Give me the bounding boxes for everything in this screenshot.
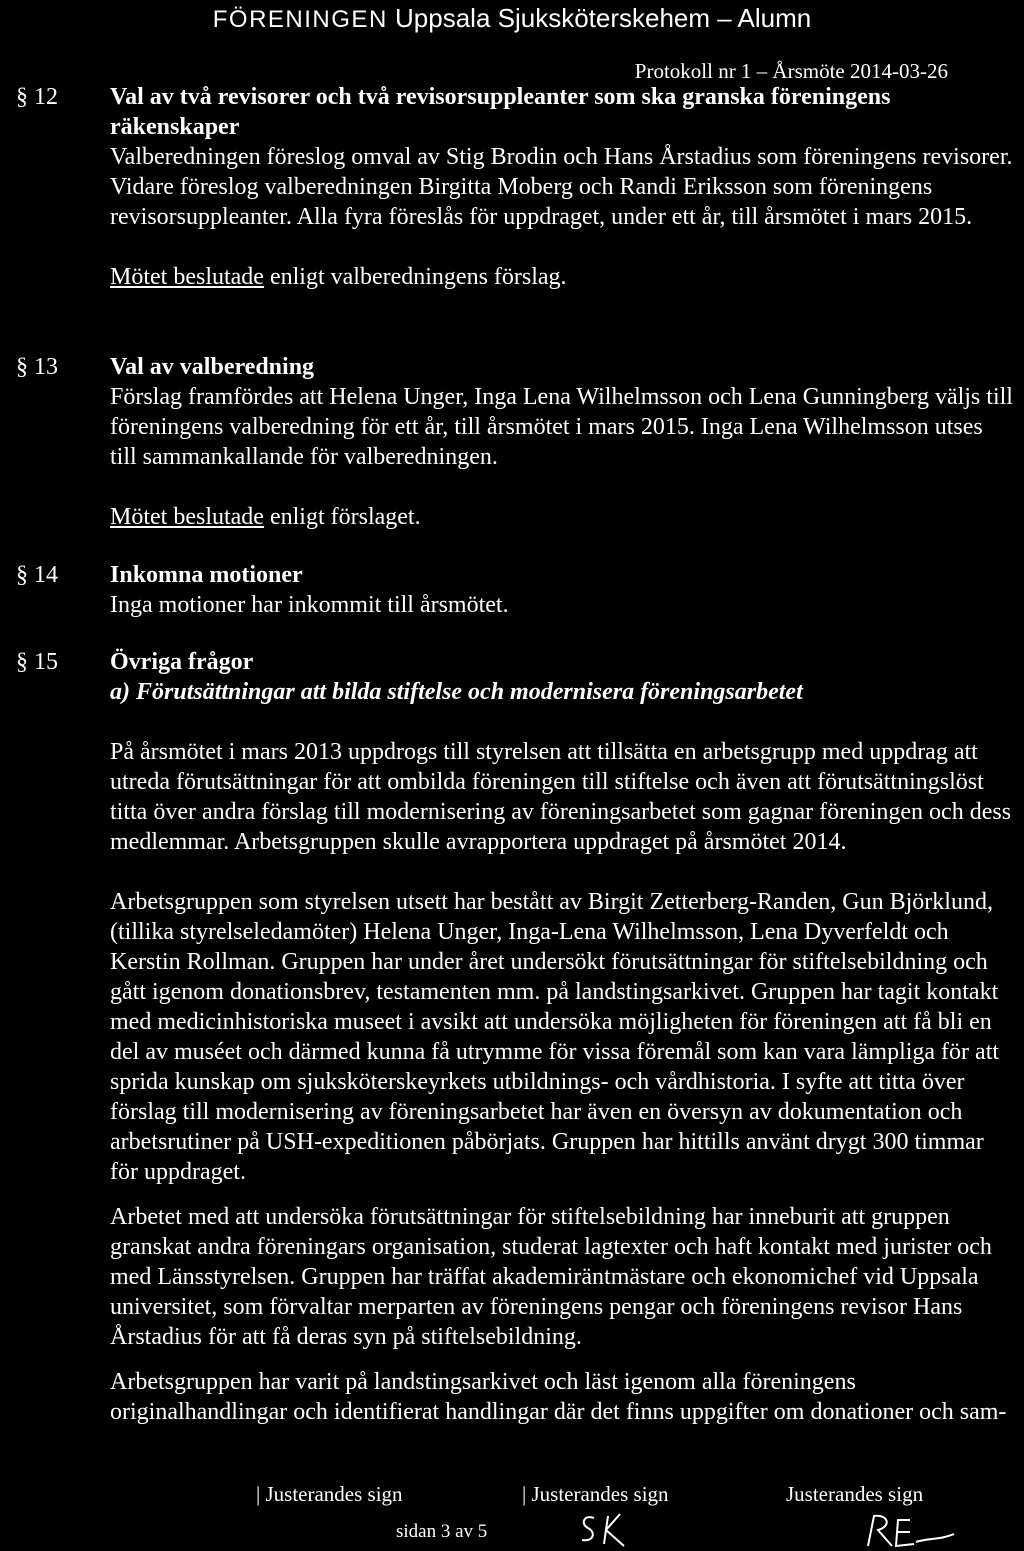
section-paragraph: Förslag framfördes att Helena Unger, Inga Lena Wilhelmsson och Lena Gunningberg väljs till föreningens valberedning för ett år, till årsmötet i mars 2015. Inga Lena Wilhelmsson utses till sammankallande för valberedningen.	[110, 384, 1013, 470]
section-number: § 15	[16, 649, 58, 675]
section-decision	[110, 262, 1015, 292]
section-paragraph: Inga motioner har inkommit till årsmötet.	[110, 592, 509, 618]
section-number: § 12	[16, 84, 58, 110]
sign-label-1: | Justerandes sign	[256, 1482, 403, 1506]
section-subheading: a) Förutsättningar att bilda stiftelse och modernisera föreningsarbetet	[110, 679, 803, 705]
section-paragraph: Arbetsgruppen har varit på landstingsarkivet och läst igenom alla föreningens originalhandlingar och identifierat handlingar där det finns uppgifter om donationer och sam-	[110, 1369, 1007, 1425]
decision-underlined: Mötet beslutade	[110, 264, 264, 290]
protocol-line: Protokoll nr 1 – Årsmöte 2014-03-26	[634, 59, 948, 83]
decision-underlined: Mötet beslutade	[110, 504, 264, 530]
section-paragraph: Arbetet med att undersöka förutsättningar för stiftelsebildning har inneburit att gruppen granskat andra föreningars organisation, studerat lagtexter och haft kontakt med jurister och med Länsstyrelsen. Gruppen har träffat akademiräntmästare och ekonomichef vid Uppsala universitet, som förvaltar merparten av föreningens pengar och föreningens revisor Hans Årstadius för att få deras syn på stiftelsebildning.	[110, 1204, 992, 1350]
section-heading: Val av två revisorer och två revisorsuppleanter som ska granska föreningens räkenskaper	[110, 84, 891, 140]
signature-initials-1	[576, 1512, 638, 1548]
sign-label-3: Justerandes sign	[786, 1482, 924, 1506]
section-paragraph: Valberedningen föreslog omval av Stig Brodin och Hans Årstadius som föreningens revisorer. Vidare föreslog valberedningen Birgitta Moberg och Randi Eriksson som föreningens revisorsuppleanter. Alla fyra föreslås för uppdraget, under ett år, till årsmötet i mars 2015.	[110, 144, 1013, 230]
section-paragraph: På årsmötet i mars 2013 uppdrogs till styrelsen att tillsätta en arbetsgrupp med uppdrag att utreda förutsättningar för att ombilda föreningen till stiftelse och även att förutsättningslöst titta över andra förslag till modernisering av föreningsarbetet som gagnar föreningen och dess medlemmar. Arbetsgruppen skulle avrapportera uppdraget på årsmötet 2014.	[110, 739, 1012, 855]
decision-rest: enligt förslaget.	[263, 504, 421, 530]
page-number: sidan 3 av 5	[396, 1521, 488, 1542]
section-number: § 14	[16, 562, 58, 588]
section-number: § 13	[16, 354, 58, 380]
section-heading: Övriga frågor	[110, 649, 254, 675]
section-heading: Inkomna motioner	[110, 562, 303, 588]
signature-initials-2	[858, 1512, 960, 1550]
section-paragraph: Arbetsgruppen som styrelsen utsett har bestått av Birgit Zetterberg-Randen, Gun Björklund, (tillika styrelseledamöter) Helena Unger, Inga-Lena Wilhelmsson, Lena Dyverfeldt och Kerstin Rollman. Gruppen har under året undersökt förutsättningar för stiftelsebildning och gått igenom donationsbrev, testamenten mm. på landstingsarkivet. Gruppen har tagit kontakt med medicinhistoriska museet i avsikt att undersöka möjligheten för föreningen att få bli en del av muséet och därmed kunna få utrymme för vissa föremål som kan vara lämpliga för att sprida kunskap om sjuksköterskeyrkets utbildnings- och vårdhistoria. I syfte att titta över förslag till modernisering av föreningsarbetet har även en översyn av dokumentation och arbetsrutiner på USH-expeditionen påbörjats. Gruppen har hittills använt drygt 300 timmar för uppdraget.	[110, 889, 1000, 1185]
section-heading: Val av valberedning	[110, 354, 315, 380]
sign-label-2: | Justerandes sign	[522, 1482, 669, 1506]
section-decision	[110, 502, 1015, 532]
header-org-name: Uppsala Sjuksköterskehem – Alumn	[395, 3, 812, 33]
decision-rest: enligt valberedningens förslag.	[263, 264, 567, 290]
header-org-word: FÖRENINGEN	[212, 6, 388, 33]
page-header	[0, 2, 1024, 36]
